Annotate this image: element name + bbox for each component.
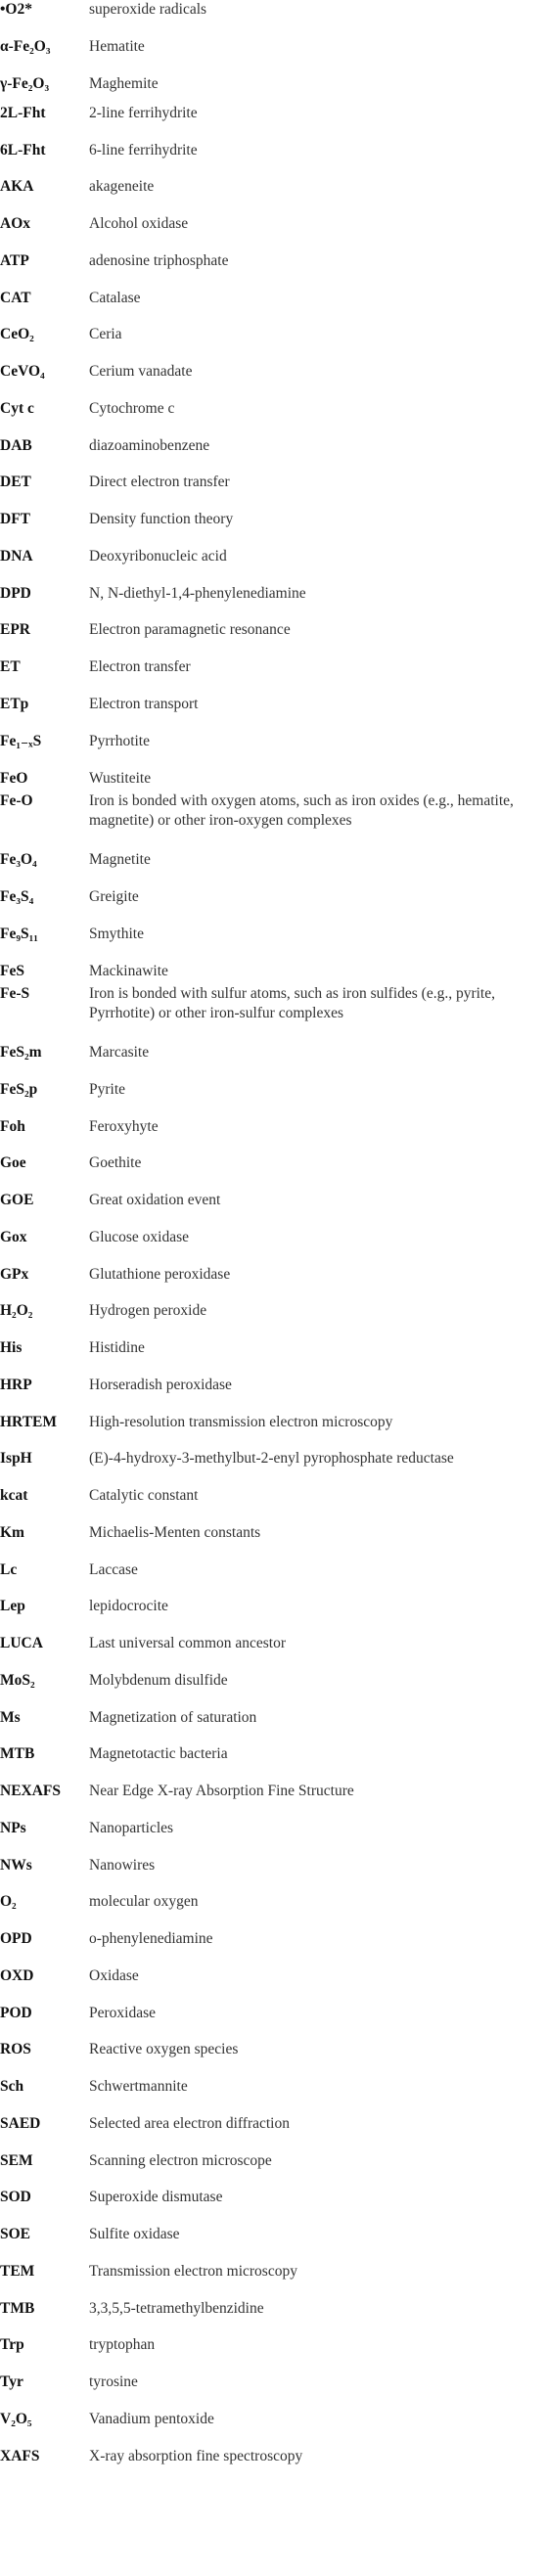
abbreviation-row (0, 251, 546, 289)
abbreviation-row (0, 2114, 546, 2151)
abbreviation-row (0, 1819, 546, 1856)
abbreviation-term: TMB (0, 2300, 35, 2317)
abbreviation-definition: (E)-4-hydroxy-3-methylbut-2-enyl pyrophosphate reductase (89, 1450, 454, 1467)
abbreviation-term: Lep (0, 1598, 25, 1614)
abbreviation-definition: o-phenylenediamine (89, 1930, 213, 1947)
abbreviation-definition: Cytochrome c (89, 400, 175, 417)
abbreviation-term: Fe-O (0, 792, 33, 809)
abbreviation-term: His (0, 1339, 23, 1356)
abbreviation-row (0, 289, 546, 325)
abbreviation-term: DAB (0, 437, 32, 454)
abbreviation-row (0, 1744, 546, 1782)
abbreviation-row (0, 887, 546, 925)
abbreviation-term: EPR (0, 621, 30, 638)
abbreviation-row (0, 2151, 546, 2188)
abbreviation-row (0, 2447, 546, 2483)
abbreviation-definition: tryptophan (89, 2336, 156, 2353)
abbreviation-definition: Histidine (89, 1339, 145, 1356)
abbreviation-row (0, 1782, 546, 1819)
abbreviation-definition: adenosine triphosphate (89, 252, 229, 269)
abbreviation-term: SOE (0, 2226, 31, 2242)
abbreviation-term: SAED (0, 2115, 41, 2132)
abbreviation-term: GOE (0, 1192, 34, 1208)
abbreviation-definition: superoxide radicals (89, 1, 207, 18)
abbreviation-row (0, 1708, 546, 1744)
abbreviation-row (0, 362, 546, 399)
abbreviation-term: LUCA (0, 1635, 43, 1651)
abbreviation-row (0, 74, 546, 104)
abbreviation-definition: Michaelis-Menten constants (89, 1524, 261, 1541)
abbreviation-term: FeS₂p (0, 1081, 38, 1098)
abbreviation-term: NEXAFS (0, 1783, 62, 1799)
abbreviation-row (0, 104, 546, 141)
abbreviation-term: ROS (0, 2041, 31, 2057)
abbreviation-row (0, 1153, 546, 1191)
abbreviation-term: ETp (0, 696, 29, 712)
abbreviation-term: HRP (0, 1377, 32, 1393)
abbreviation-definition: Glucose oxidase (89, 1229, 190, 1245)
abbreviation-definition: Near Edge X-ray Absorption Fine Structure (89, 1783, 354, 1799)
abbreviation-row (0, 769, 546, 791)
abbreviation-row (0, 1671, 546, 1708)
abbreviation-row (0, 732, 546, 769)
abbreviation-definition: Glutathione peroxidase (89, 1266, 231, 1283)
abbreviation-term: CAT (0, 290, 31, 306)
abbreviation-term: CeO₂ (0, 326, 34, 342)
abbreviation-row (0, 1634, 546, 1671)
abbreviation-definition: Vanadium pentoxide (89, 2411, 214, 2427)
abbreviation-term: H₂O₂ (0, 1302, 33, 1319)
abbreviation-row (0, 141, 546, 177)
abbreviation-definition: Magnetization of saturation (89, 1709, 257, 1726)
abbreviation-definition: Schwertmannite (89, 2078, 188, 2095)
abbreviation-definition: diazoaminobenzene (89, 437, 210, 454)
abbreviation-definition: Horseradish peroxidase (89, 1377, 232, 1393)
abbreviation-term: Tyr (0, 2373, 23, 2390)
abbreviation-term: NWs (0, 1857, 32, 1874)
abbreviation-term: ATP (0, 252, 29, 269)
abbreviation-row (0, 177, 546, 214)
abbreviation-row (0, 584, 546, 620)
abbreviation-row (0, 1191, 546, 1228)
abbreviation-row (0, 1301, 546, 1338)
abbreviation-term: Fe₁₋ₓS (0, 733, 42, 749)
abbreviation-row (0, 1449, 546, 1486)
abbreviation-term: GPx (0, 1266, 29, 1283)
abbreviation-row (0, 1080, 546, 1117)
abbreviation-definition: Molybdenum disulfide (89, 1672, 228, 1689)
abbreviation-definition: High-resolution transmission electron microscopy (89, 1414, 393, 1430)
abbreviation-definition: Direct electron transfer (89, 474, 230, 490)
abbreviation-term: SOD (0, 2189, 31, 2205)
abbreviation-row (0, 2299, 546, 2335)
abbreviation-definition: Scanning electron microscope (89, 2152, 272, 2169)
abbreviation-definition: Peroxidase (89, 2005, 157, 2021)
abbreviation-row (0, 1560, 546, 1597)
abbreviation-row (0, 510, 546, 547)
abbreviation-definition: Laccase (89, 1561, 138, 1578)
abbreviation-definition: Electron transport (89, 696, 199, 712)
abbreviation-definition: akageneite (89, 178, 155, 195)
abbreviation-definition: Alcohol oxidase (89, 215, 189, 232)
abbreviation-definition: Electron paramagnetic resonance (89, 621, 291, 638)
abbreviation-row (0, 962, 546, 984)
abbreviation-row (0, 1265, 546, 1301)
abbreviation-definition: lepidocrocite (89, 1598, 168, 1614)
abbreviation-definition: 2-line ferrihydrite (89, 105, 198, 121)
abbreviation-term: 2L-Fht (0, 105, 46, 121)
abbreviation-row (0, 657, 546, 695)
abbreviation-row (0, 2335, 546, 2373)
abbreviation-term: •O2* (0, 1, 32, 18)
abbreviation-row (0, 1228, 546, 1265)
abbreviation-row (0, 925, 546, 962)
abbreviation-term: Goe (0, 1154, 26, 1171)
abbreviation-term: OPD (0, 1930, 32, 1947)
abbreviation-definition: Ceria (89, 326, 122, 342)
abbreviation-row (0, 2225, 546, 2262)
abbreviation-term: DFT (0, 511, 30, 527)
abbreviation-row (0, 2040, 546, 2077)
abbreviation-term: MoS₂ (0, 1672, 35, 1689)
abbreviation-term: MTB (0, 1745, 35, 1762)
abbreviation-term: CeVO₄ (0, 363, 45, 380)
abbreviation-row (0, 1597, 546, 1634)
abbreviation-row (0, 2373, 546, 2410)
abbreviation-term: α-Fe₂O₃ (0, 38, 51, 55)
abbreviation-row (0, 791, 546, 850)
abbreviation-definition: tyrosine (89, 2373, 138, 2390)
abbreviation-term: Sch (0, 2078, 24, 2095)
abbreviation-definition: Selected area electron diffraction (89, 2115, 290, 2132)
abbreviation-term: Fe₃O₄ (0, 851, 37, 868)
abbreviation-term: Gox (0, 1229, 27, 1245)
abbreviation-row (0, 1117, 546, 1153)
abbreviation-definition: Nanowires (89, 1857, 156, 1874)
abbreviation-term: POD (0, 2005, 32, 2021)
abbreviation-definition: Pyrite (89, 1081, 126, 1098)
abbreviation-row (0, 547, 546, 584)
abbreviation-definition: Hydrogen peroxide (89, 1302, 207, 1319)
abbreviation-term: Cyt c (0, 400, 34, 417)
abbreviation-row (0, 37, 546, 74)
abbreviation-term: Lc (0, 1561, 18, 1578)
abbreviation-definition: Greigite (89, 888, 139, 905)
abbreviation-row (0, 1376, 546, 1413)
abbreviation-row (0, 1892, 546, 1929)
abbreviation-definition: Oxidase (89, 1967, 139, 1984)
abbreviation-row (0, 695, 546, 732)
abbreviation-row (0, 1338, 546, 1376)
abbreviation-term: AOx (0, 215, 30, 232)
abbreviation-term: γ-Fe₂O₃ (0, 75, 50, 92)
abbreviation-definition: Transmission electron microscopy (89, 2263, 297, 2280)
abbreviation-term: Foh (0, 1118, 25, 1135)
abbreviation-definition: Sulfite oxidase (89, 2226, 180, 2242)
abbreviation-definition: Wustiteite (89, 770, 152, 787)
abbreviation-definition: Nanoparticles (89, 1820, 174, 1836)
abbreviation-definition: Magnetite (89, 851, 151, 868)
abbreviation-term: Fe₃S₄ (0, 888, 34, 905)
abbreviation-term: DET (0, 474, 31, 490)
abbreviation-term: Fe₉S₁₁ (0, 926, 38, 942)
abbreviation-definition: X-ray absorption fine spectroscopy (89, 2448, 303, 2464)
abbreviation-definition: Mackinawite (89, 963, 168, 979)
abbreviation-term: FeO (0, 770, 28, 787)
abbreviation-row (0, 620, 546, 657)
abbreviation-term: AKA (0, 178, 34, 195)
abbreviation-definition: 3,3,5,5-tetramethylbenzidine (89, 2300, 264, 2317)
abbreviation-definition: Magnetotactic bacteria (89, 1745, 228, 1762)
abbreviation-row (0, 1413, 546, 1449)
abbreviation-row (0, 2262, 546, 2299)
abbreviation-term: kcat (0, 1487, 28, 1504)
abbreviation-row (0, 1856, 546, 1892)
abbreviation-row (0, 2188, 546, 2225)
abbreviation-row (0, 473, 546, 510)
abbreviation-row (0, 436, 546, 473)
abbreviation-row (0, 1486, 546, 1523)
abbreviation-row (0, 1966, 546, 2004)
abbreviation-definition: Smythite (89, 926, 144, 942)
abbreviation-term: V₂O₅ (0, 2411, 32, 2427)
abbreviation-definition: 6-line ferrihydrite (89, 142, 198, 158)
abbreviation-term: DPD (0, 585, 31, 602)
abbreviation-row (0, 325, 546, 362)
abbreviation-term: OXD (0, 1967, 34, 1984)
abbreviation-term: XAFS (0, 2448, 40, 2464)
abbreviation-row (0, 2077, 546, 2114)
abbreviation-term: NPs (0, 1820, 26, 1836)
abbreviation-definition: Reactive oxygen species (89, 2041, 239, 2057)
abbreviation-definition: Great oxidation event (89, 1192, 221, 1208)
abbreviation-definition: Catalase (89, 290, 141, 306)
abbreviation-definition: Hematite (89, 38, 145, 55)
abbreviation-row (0, 0, 546, 37)
abbreviation-definition: Maghemite (89, 75, 159, 92)
abbreviation-term: FeS₂m (0, 1044, 42, 1061)
abbreviation-term: TEM (0, 2263, 35, 2280)
abbreviation-definition: Feroxyhyte (89, 1118, 159, 1135)
abbreviation-term: Km (0, 1524, 24, 1541)
abbreviation-definition: N, N-diethyl-1,4-phenylenediamine (89, 585, 306, 602)
abbreviation-term: HRTEM (0, 1414, 58, 1430)
abbreviation-row (0, 2410, 546, 2447)
abbreviation-definition: Last universal common ancestor (89, 1635, 287, 1651)
abbreviation-row (0, 1523, 546, 1560)
abbreviation-row (0, 2004, 546, 2040)
abbreviation-definition: Catalytic constant (89, 1487, 199, 1504)
abbreviation-term: Trp (0, 2336, 24, 2353)
abbreviation-term: FeS (0, 963, 24, 979)
abbreviation-row (0, 214, 546, 251)
abbreviation-definition: Goethite (89, 1154, 142, 1171)
abbreviation-definition: Iron is bonded with oxygen atoms, such as iron oxides (e.g., hematite, magnetite) or other iron-oxygen complexes (89, 792, 514, 829)
abbreviation-term: DNA (0, 548, 33, 565)
abbreviation-definition: Iron is bonded with sulfur atoms, such as iron sulfides (e.g., pyrite, Pyrrhotite) or other iron-sulfur complexes (89, 985, 495, 1021)
abbreviation-row (0, 850, 546, 887)
abbreviation-definition: Superoxide dismutase (89, 2189, 223, 2205)
abbreviation-definition: Density function theory (89, 511, 234, 527)
abbreviation-row (0, 1043, 546, 1080)
abbreviation-definition: molecular oxygen (89, 1893, 199, 1910)
abbreviation-row (0, 399, 546, 436)
abbreviation-term: O₂ (0, 1893, 17, 1910)
abbreviation-term: IspH (0, 1450, 32, 1467)
abbreviation-row (0, 984, 546, 1043)
abbreviation-definition: Pyrrhotite (89, 733, 150, 749)
abbreviation-definition: Marcasite (89, 1044, 150, 1061)
abbreviation-term: Ms (0, 1709, 21, 1726)
abbreviation-definition: Electron transfer (89, 658, 191, 675)
abbreviation-definition: Cerium vanadate (89, 363, 193, 380)
abbreviation-row (0, 1929, 546, 1966)
abbreviation-term: SEM (0, 2152, 33, 2169)
abbreviation-term: Fe-S (0, 985, 30, 1002)
abbreviation-definition: Deoxyribonucleic acid (89, 548, 227, 565)
abbreviation-term: 6L-Fht (0, 142, 46, 158)
abbreviation-term: ET (0, 658, 21, 675)
